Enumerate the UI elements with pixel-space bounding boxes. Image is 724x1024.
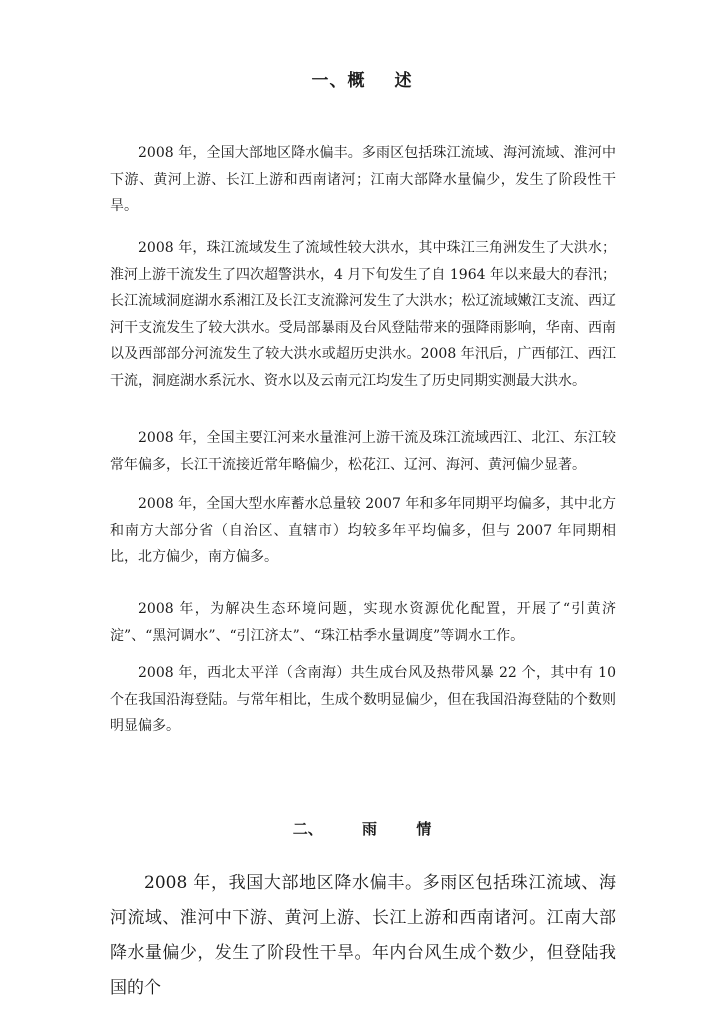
overview-paragraph-3: 2008 年，全国主要江河来水量淮河上游干流及珠江流域西江、北江、东江较常年偏多，长江干流接近常年略偏少，松花江、辽河、海河、黄河偏少显著。 [110, 430, 616, 473]
overview-paragraph-4: 2008 年，全国大型水库蓄水总量较 2007 年和多年同期平均偏多，其中北方和南方大部分省（自治区、直辖市）均较多年平均偏多，但与 2007 年同期相比，北方偏少，南方偏多。 [110, 496, 616, 565]
section-2-title: 二、 雨 情 [292, 820, 432, 838]
section-1-title: 一、概 述 [311, 71, 413, 91]
rainfall-paragraph-1: 2008 年，我国大部地区降水偏丰。多雨区包括珠江流域、海河流域、淮河中下游、黄河上游、长江上游和西南诸河。江南大部降水量偏少，发生了阶段性干旱。年内台风生成个数少，但登陆我国的个 [110, 873, 616, 998]
overview-paragraph-1: 2008 年，全国大部地区降水偏丰。多雨区包括珠江流域、海河流域、淮河中下游、黄河上游、长江上游和西南诸河；江南大部降水量偏少，发生了阶段性干旱。 [110, 145, 616, 214]
overview-paragraph-2: 2008 年，珠江流域发生了流域性较大洪水，其中珠江三角洲发生了大洪水；淮河上游干流发生了四次超警洪水，4 月下旬发生了自 1964 年以来最大的春汛；长江流域洞庭湖水系湘江及长江支流滁河发生了大洪水；松辽流域嫩江支流、西辽河干支流发生了较大洪水。受局部暴雨及台风登陆带来的强降雨影响，华南、西南以及西部部分河流发生了较大洪水或超历史洪水。2008 年汛后，广西郁江、西江干流，洞庭湖水系沅水、资水以及云南元江均发生了历史同期实测最大洪水。 [110, 240, 616, 389]
overview-paragraph-6: 2008 年，西北太平洋（含南海）共生成台风及热带风暴 22 个，其中有 10 个在我国沿海登陆。与常年相比，生成个数明显偏少，但在我国沿海登陆的个数则明显偏多。 [110, 665, 616, 734]
overview-paragraph-5: 2008 年，为解决生态环境问题，实现水资源优化配置，开展了“引黄济淀”、“黑河调水”、“引江济太”、“珠江枯季水量调度”等调水工作。 [110, 601, 616, 644]
